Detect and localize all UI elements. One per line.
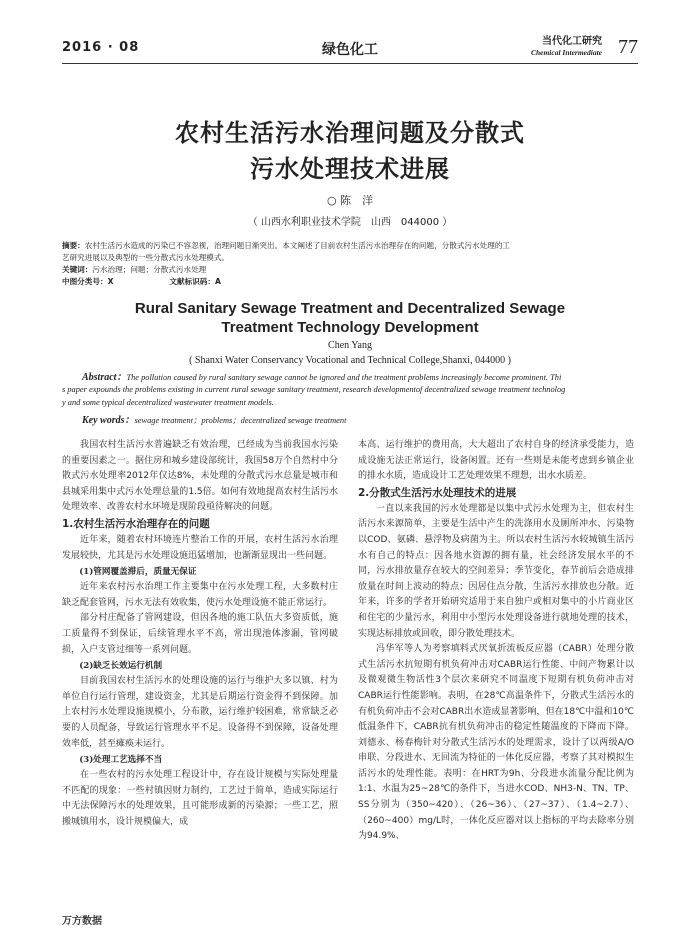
body-paragraph: 在一些农村的污水处理工程设计中，存在设计规模与实际处理量不匹配的现象：一些村镇因财力制约，工艺过于简单，造成实际运行中无法保障污水的处理效果，且可能形成新的污染源；一些工艺，照搬城镇用水，设计规模偏大，成: [62, 770, 338, 827]
body-paragraph: 一直以来我国的污水处理都是以集中式污水处理为主，但农村生活污水来源简单，主要是生活中产生的洗涤用水及厕所冲水、污染物以COD、氨磷、悬浮物及病菌为主。所以农村生活污水较城镇生活污水有自己的特点：因各地水资源的拥有量，社会经济发展水平的不同，污水排放量存在较大的空间差异；季节变化，春节前后会造成排放量在时间上波动的特点；因居住点分散，生活污水排放也分散。近年来，许多的学者开始研究适用于来自独户或相对集中的小片商业区和住宅的少量污水，利用中小型污水处理设备进行就地处理的技术，实现达标排放或回收，即分散处理技术。: [358, 503, 634, 639]
keywords-cn-row: [62, 264, 642, 276]
abstract-en: [62, 372, 644, 409]
abstract-en-row: s paper expounds the problems existing in current rural sewage sanitary treatment, research developmentof decentralized sewage treatment technolog: [62, 385, 566, 395]
page-header: [62, 36, 638, 62]
abstract-en-text: The pollution caused by rural sanitary sewage cannot be ignored and the treatment problems increasingly become prominent. Thi: [126, 373, 562, 382]
title-en-line: Treatment Technology Development: [221, 319, 479, 336]
abstract-cn-row: 艺研究进展以及典型的一些分散式污水处理模式。: [62, 253, 230, 262]
article-title-en: [0, 299, 700, 337]
article-title-cn: [0, 115, 700, 187]
abstract-en-row: [62, 372, 644, 384]
journal-name-cn: 当代化工研究: [542, 36, 602, 47]
abstract-cn: [62, 240, 642, 288]
author-cn: ○ 陈 洋: [326, 194, 374, 207]
body-paragraph: 近年来，随着农村环境连片整治工作的开展，农村生活污水治理发展较快，尤其是污水处理设施迅猛增加，也渐渐显现出一些问题。: [62, 534, 338, 561]
clc-value: X: [107, 277, 114, 286]
doc-code-label: 文献标识码：: [169, 277, 215, 286]
keywords-en-label: Key words：: [82, 415, 135, 426]
abstract-cn-text: 农村生活污水造成的污染已不容忽视，治理问题日渐突出。本文阐述了目前农村生活污水治理存在的问题，分散式污水处理的工: [84, 241, 511, 250]
title-en-line: Rural Sanitary Sewage Treatment and Decentralized Sewage: [134, 300, 566, 317]
keywords-en: sewage treatment；problems；decentralized sewage treatment: [134, 416, 347, 425]
section-heading: 1.农村生活污水治理存在的问题: [62, 517, 210, 530]
abstract-en-row: y and some typical decentralized wastewater treatment models.: [62, 397, 274, 407]
body-paragraph: 部分村庄配备了管网建设，但因各地的施工队伍大多资质低，施工质量得不到保证，后续管理水平不高，常出现池体渗漏，管网破损，入户支管过细等一系列问题。: [62, 613, 338, 655]
keywords-cn: 污水治理；问题；分散式污水处理: [92, 265, 207, 274]
subsection-heading: (2)缺乏长效运行机制: [79, 661, 163, 672]
header-rule: [62, 63, 638, 64]
clc-label: 中图分类号：: [62, 277, 108, 286]
title-cn-line: 农村生活污水治理问题及分散式: [175, 119, 525, 147]
title-cn-line: 污水处理技术进展: [250, 155, 450, 183]
doc-code-value: A: [214, 277, 221, 286]
subsection-heading: (1)管网覆盖滞后，质量无保证: [79, 567, 197, 578]
footer-watermark: 万方数据: [62, 916, 102, 927]
abstract-cn-row: [62, 240, 642, 252]
issue-date: 2016 · 08: [62, 40, 140, 55]
abstract-en-label: Abstract：: [82, 372, 127, 383]
keywords-cn-label: 关键词：: [62, 265, 93, 274]
body-paragraph: 目前我国农村生活污水的处理设施的运行与维护大多以镇、村为单位自行运行管理，建设资金，尤其是后期运行资金得不到保障。加上农村污水处理设施规模小，分布散，运行维护较困难，常常缺乏必要的人员配备，导致运行管理水平不足。设备得不到保障，设备处理效率低，甚至瘫痪未运行。: [62, 676, 338, 749]
affiliation-cn: （ 山西水利职业技术学院 山西 044000 ）: [247, 217, 453, 228]
body-paragraph: 冯华军等人为考察填料式厌氧折流板反应器（CABR）处理分散式生活污水抗短期有机负荷冲击对CABR运行性能、中间产物累计以及微观微生物活性3个层次来研究不同温度下短期有机负荷冲击对CABR运行性能影响。表明，在28℃高温条件下，分散式生活污水的有机负荷冲击不会对CABR出水造成显著影响，但在18℃中温和10℃低温条件下，CABR抗有机负荷冲击的稳定性随温度的下降而下降。刘德永、杨春梅针对分散式生活污水的处理需求，设计了以两级A/O串联、分段进水、无回流为特征的一体化反应器，考察了其对模拟生活污水的处理性能。表明：在HRT为9h、分段进水流量分配比例为1:1、水温为25~28℃的条件下，当进水COD、NH3-N、TN、TP、SS分别为（350~420）、（26~36）、（27~37）、（1.4~2.7）、（260~400）mg/L时，一体化反应器对以上指标的平均去除率分别为94.9%、: [358, 644, 634, 842]
body-paragraph: 我国农村生活污水普遍缺乏有效治理，已经成为当前我国水污染的重要因素之一。据住房和城乡建设部统计，我国58万个自然村中分散式污水处理率2012年仅达8%，未处理的分散式污水总量是城市和县城采用集中式污水处理总量的1.5倍。如何有效地提高农村生活污水处理效率、改善农村水环境是现阶段亟待解决的问题。: [62, 440, 338, 513]
affiliation-en: ( Shanxi Water Conservancy Vocational and Technical College,Shanxi, 044000 ): [189, 355, 511, 366]
subsection-heading: (3)处理工艺选择不当: [79, 755, 163, 766]
body-column-right: [358, 438, 634, 845]
keywords-en-row: [82, 411, 644, 426]
body-paragraph: 本高、运行维护的费用高，大大超出了农村自身的经济承受能力，造成设施无法正常运行，设备闲置。还有一些则是未能考虑到乡镇企业的排水水质，造成设计工艺处理效果不理想，出水水质差。: [358, 440, 634, 482]
journal-name-en: Chemical Intermediate: [530, 48, 602, 57]
author-en: Chen Yang: [328, 340, 372, 351]
body-column-left: [62, 438, 338, 830]
classification-row: [62, 276, 642, 288]
body-paragraph: 近年来农村污水治理工作主要集中在污水处理工程，大多数村庄缺乏配套管网，污水无法有效收集，使污水处理设施不能正常运行。: [62, 582, 338, 608]
page-number: 77: [618, 36, 638, 58]
section-heading: 2.分散式生活污水处理技术的进展: [358, 486, 517, 499]
section-name: 绿色化工: [322, 42, 378, 58]
abstract-cn-label: 摘要：: [62, 241, 85, 250]
journal-name: [531, 36, 602, 58]
